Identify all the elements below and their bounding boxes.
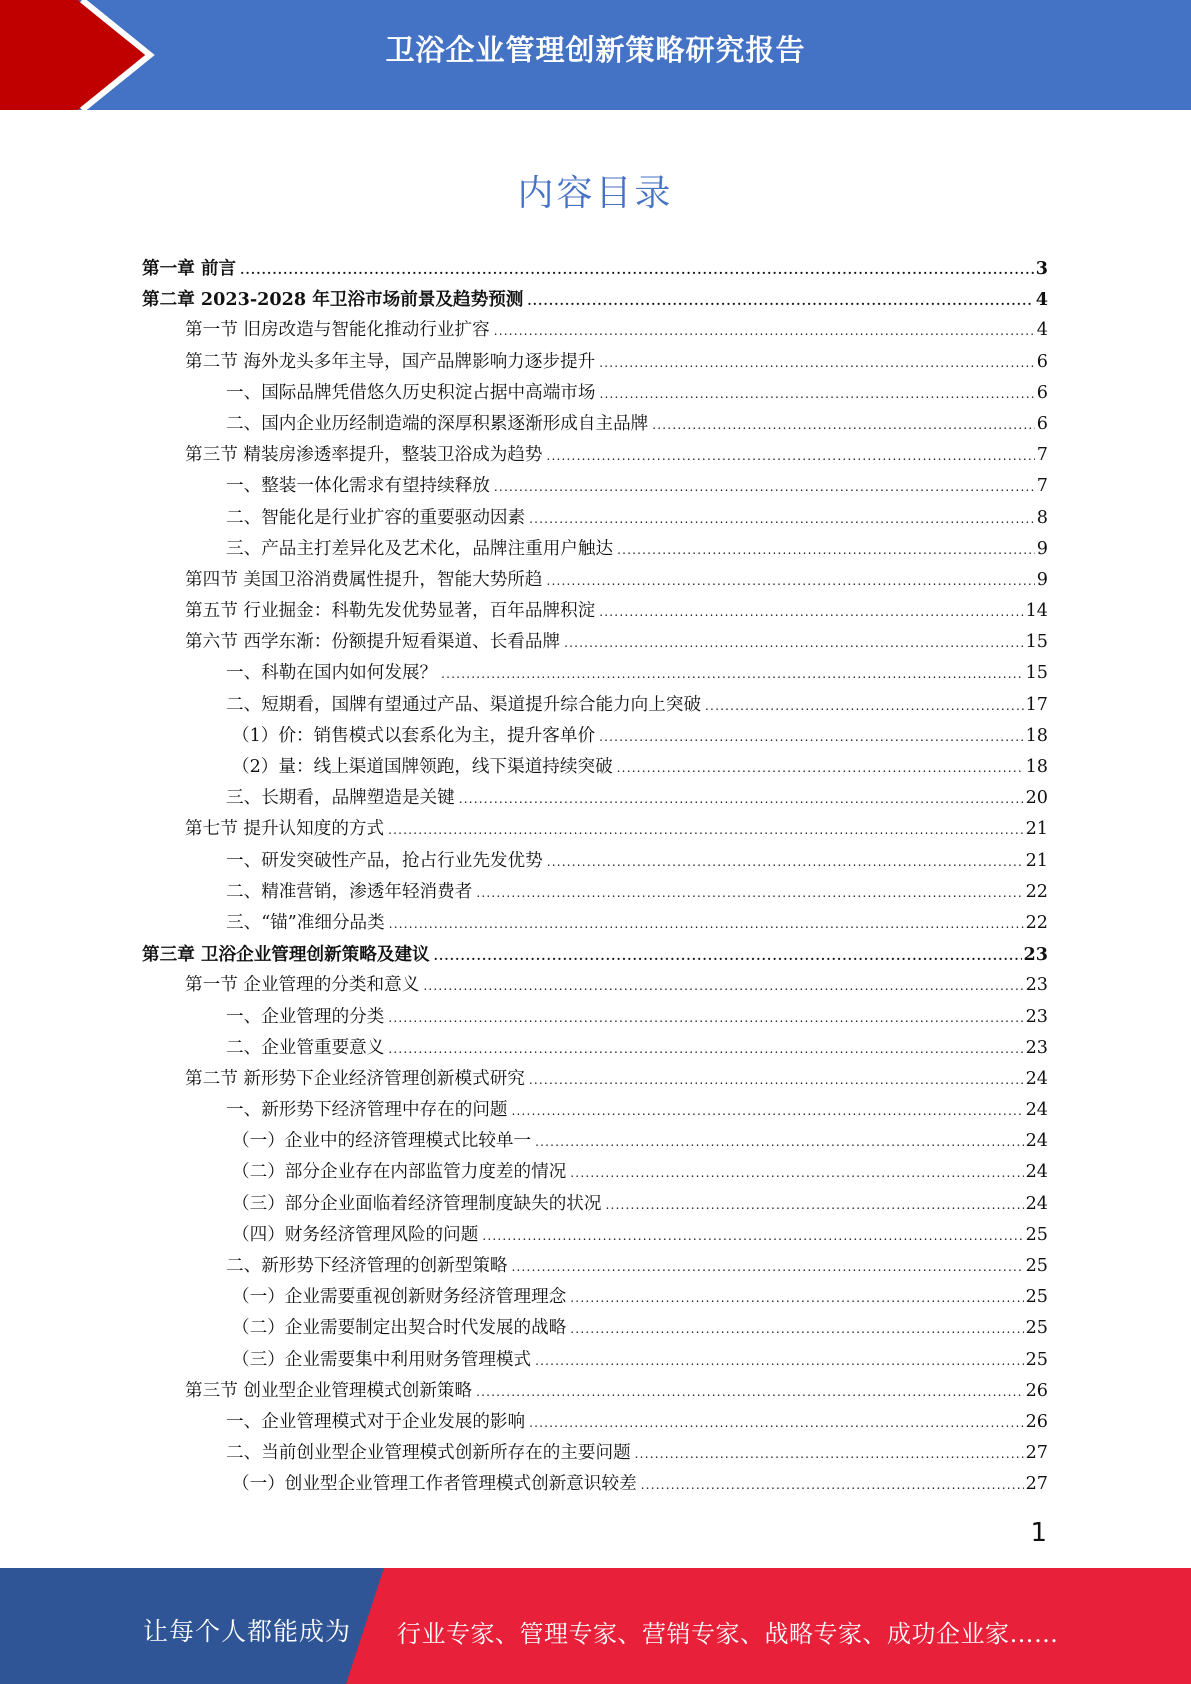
toc-entry[interactable] <box>142 1189 1048 1220</box>
toc-dot-leader <box>527 286 1033 317</box>
toc-entry-page: 26 <box>1025 1380 1048 1401</box>
toc-entry-title: 一、整装一体化需求有望持续释放 <box>226 476 490 497</box>
toc-dot-leader <box>388 1003 1023 1034</box>
toc-entry[interactable] <box>142 1157 1048 1188</box>
toc-dot-leader <box>512 1252 1024 1283</box>
toc-entry[interactable] <box>142 627 1048 658</box>
toc-entry[interactable] <box>142 814 1048 845</box>
toc-entry-title: 二、短期看，国牌有望通过产品、渠道提升综合能力向上突破 <box>226 694 702 715</box>
toc-entry[interactable] <box>142 347 1048 378</box>
toc-dot-leader <box>482 1221 1023 1252</box>
toc-entry-page: 22 <box>1025 881 1048 902</box>
toc-entry-page: 21 <box>1025 819 1048 840</box>
footer-slogan-right: 行业专家、管理专家、营销专家、战略专家、成功企业家…… <box>397 1620 1059 1648</box>
toc-entry-title: （四）财务经济管理风险的问题 <box>232 1224 479 1245</box>
toc-entry-page: 25 <box>1025 1349 1048 1370</box>
toc-entry-title: （一）企业中的经济管理模式比较单一 <box>232 1131 532 1152</box>
toc-entry[interactable] <box>142 1469 1048 1500</box>
toc-entry-page: 18 <box>1025 725 1048 746</box>
toc-dot-leader <box>494 472 1035 503</box>
toc-entry-title: 一、研发突破性产品，抢占行业先发优势 <box>226 850 543 871</box>
toc-entry[interactable] <box>142 1345 1048 1376</box>
toc-dot-leader <box>535 1127 1024 1158</box>
toc-entry-title: 三、长期看，品牌塑造是关键 <box>226 788 455 809</box>
toc-entry[interactable] <box>142 315 1048 346</box>
toc-entry-page: 24 <box>1025 1162 1048 1183</box>
toc-entry-title: （2）量：线上渠道国牌领跑，线下渠道持续突破 <box>232 757 613 777</box>
toc-entry[interactable] <box>142 596 1048 627</box>
toc-dot-leader <box>434 941 1022 972</box>
toc-entry-page: 26 <box>1025 1411 1048 1432</box>
toc-dot-leader <box>617 753 1024 784</box>
toc-entry-page: 25 <box>1025 1318 1048 1339</box>
toc-dot-leader <box>546 566 1034 597</box>
toc-entry-title: 二、企业管重要意义 <box>226 1037 385 1058</box>
toc-entry-page: 17 <box>1025 694 1048 715</box>
document-title: 卫浴企业管理创新策略研究报告 <box>385 33 806 67</box>
toc-entry[interactable] <box>142 658 1048 689</box>
toc-entry-page: 18 <box>1025 757 1048 777</box>
toc-dot-leader <box>459 784 1024 815</box>
toc-entry-title: 第三章 卫浴企业管理创新策略及建议 <box>142 944 430 966</box>
toc-dot-leader <box>494 316 1035 347</box>
toc-entry-title: 第四节 美国卫浴消费属性提升，智能大势所趋 <box>185 569 543 590</box>
toc-dot-leader <box>388 1034 1023 1065</box>
toc-entry-page: 15 <box>1025 632 1048 653</box>
toc-entry[interactable] <box>142 721 1048 752</box>
toc-entry[interactable] <box>142 1438 1048 1469</box>
toc-entry-title: 第六节 西学东渐：份额提升短看渠道、长看品牌 <box>185 632 561 653</box>
toc-entry[interactable] <box>142 690 1048 721</box>
toc-entry-title: 一、国际品牌凭借悠久历史积淀占据中高端市场 <box>226 382 596 403</box>
toc-entry[interactable] <box>142 1407 1048 1438</box>
toc-entry-title: 第七节 提升认知度的方式 <box>185 819 385 840</box>
toc-entry[interactable] <box>142 1313 1048 1344</box>
toc-entry[interactable] <box>142 1126 1048 1157</box>
toc-entry[interactable] <box>142 471 1048 502</box>
toc-dot-leader <box>652 410 1035 441</box>
toc-entry-title: 第一节 企业管理的分类和意义 <box>185 975 420 996</box>
toc-heading: 内容目录 <box>517 173 674 214</box>
table-of-contents <box>142 253 1048 1501</box>
toc-entry-page: 6 <box>1036 382 1048 403</box>
toc-entry[interactable] <box>142 503 1048 534</box>
toc-entry[interactable] <box>142 752 1048 783</box>
toc-dot-leader <box>564 628 1024 659</box>
toc-entry-page: 25 <box>1025 1256 1048 1276</box>
toc-entry-title: 三、“锚”准细分品类 <box>226 912 385 933</box>
toc-dot-leader <box>547 847 1024 878</box>
toc-entry-page: 6 <box>1036 413 1048 434</box>
toc-entry-page: 20 <box>1025 788 1048 809</box>
toc-entry-page: 23 <box>1025 975 1048 996</box>
toc-entry-page: 25 <box>1025 1287 1048 1308</box>
toc-dot-leader <box>423 971 1023 1002</box>
toc-entry-title: （二）部分企业存在内部监管力度差的情况 <box>232 1162 567 1183</box>
toc-entry-title: 第三节 创业型企业管理模式创新策略 <box>185 1380 473 1401</box>
toc-dot-leader <box>599 597 1023 628</box>
toc-entry-page: 23 <box>1025 1037 1048 1058</box>
toc-dot-leader <box>441 659 1023 690</box>
toc-entry-page: 27 <box>1025 1443 1048 1464</box>
toc-dot-leader <box>476 1377 1024 1408</box>
toc-entry[interactable] <box>142 284 1048 315</box>
toc-entry-page: 7 <box>1036 476 1048 497</box>
header-band <box>0 0 1191 110</box>
toc-dot-leader <box>635 1439 1024 1470</box>
toc-entry[interactable] <box>142 534 1048 565</box>
toc-entry-title: 第五节 行业掘金：科勒先发优势显著，百年品牌积淀 <box>185 601 596 622</box>
toc-entry-title: 三、产品主打差异化及艺术化，品牌注重用户触达 <box>226 538 614 559</box>
toc-dot-leader <box>389 909 1024 940</box>
toc-dot-leader <box>529 1065 1024 1096</box>
toc-entry[interactable] <box>142 440 1048 471</box>
page-number: 1 <box>1030 1518 1047 1548</box>
toc-entry[interactable] <box>142 846 1048 877</box>
toc-entry-page: 6 <box>1036 351 1048 372</box>
toc-dot-leader <box>705 691 1024 722</box>
toc-entry-page: 21 <box>1025 850 1048 871</box>
toc-entry-title: 二、精准营销，渗透年轻消费者 <box>226 881 473 902</box>
toc-dot-leader <box>570 1283 1023 1314</box>
toc-entry-title: 第二章 2023-2028 年卫浴市场前景及趋势预测 <box>142 289 524 311</box>
toc-entry-page: 3 <box>1035 258 1048 279</box>
toc-entry[interactable] <box>142 409 1048 440</box>
toc-entry[interactable] <box>142 565 1048 596</box>
toc-entry-title: 第三节 精装房渗透率提升，整装卫浴成为趋势 <box>185 445 543 466</box>
toc-entry-page: 22 <box>1025 912 1048 933</box>
toc-entry-page: 25 <box>1025 1224 1048 1245</box>
toc-entry[interactable] <box>142 970 1048 1001</box>
toc-entry-title: 一、科勒在国内如何发展？ <box>226 663 438 684</box>
toc-entry-page: 23 <box>1025 1006 1048 1027</box>
toc-entry-title: （二）企业需要制定出契合时代发展的战略 <box>232 1318 567 1339</box>
toc-entry[interactable] <box>142 378 1048 409</box>
toc-dot-leader <box>570 1158 1023 1189</box>
toc-entry-title: （一）企业需要重视创新财务经济管理理念 <box>232 1287 567 1308</box>
toc-entry[interactable] <box>142 1376 1048 1407</box>
toc-dot-leader <box>599 722 1024 753</box>
toc-dot-leader <box>617 535 1035 566</box>
toc-dot-leader <box>546 441 1034 472</box>
toc-entry-page: 24 <box>1025 1193 1048 1214</box>
toc-entry[interactable] <box>142 1220 1048 1251</box>
toc-entry[interactable] <box>142 908 1048 939</box>
toc-dot-leader <box>599 348 1035 379</box>
toc-entry-page: 14 <box>1025 601 1048 622</box>
toc-entry[interactable] <box>142 1033 1048 1064</box>
toc-entry-title: 第一节 旧房改造与智能化推动行业扩容 <box>185 320 490 341</box>
toc-dot-leader <box>476 878 1023 909</box>
toc-dot-leader <box>388 815 1023 846</box>
toc-entry-page: 23 <box>1023 944 1048 966</box>
toc-dot-leader <box>599 379 1034 410</box>
toc-entry[interactable] <box>142 1282 1048 1313</box>
toc-entry[interactable] <box>142 1002 1048 1033</box>
toc-entry[interactable] <box>142 1064 1048 1095</box>
toc-entry[interactable] <box>142 253 1048 284</box>
toc-entry[interactable] <box>142 783 1048 814</box>
toc-entry[interactable] <box>142 939 1048 970</box>
toc-entry-title: （1）价：销售模式以套系化为主，提升客单价 <box>232 725 596 746</box>
toc-entry-title: 第一章 前言 <box>142 258 237 279</box>
footer-band <box>0 1568 1191 1684</box>
toc-dot-leader <box>570 1314 1023 1345</box>
toc-dot-leader <box>641 1470 1024 1501</box>
toc-entry-title: （三）部分企业面临着经济管理制度缺失的状况 <box>232 1193 602 1214</box>
toc-entry-title: 一、新形势下经济管理中存在的问题 <box>226 1100 508 1121</box>
toc-entry-page: 4 <box>1035 289 1048 311</box>
toc-entry-page: 4 <box>1036 320 1048 341</box>
footer-slogan-left: 让每个人都能成为 <box>143 1617 352 1646</box>
toc-entry[interactable] <box>142 1095 1048 1126</box>
toc-entry-title: （三）企业需要集中利用财务管理模式 <box>232 1349 532 1370</box>
toc-entry-title: 第二节 海外龙头多年主导，国产品牌影响力逐步提升 <box>185 351 596 372</box>
toc-dot-leader <box>535 1346 1024 1377</box>
toc-entry-title: 二、当前创业型企业管理模式创新所存在的主要问题 <box>226 1443 631 1464</box>
toc-entry-title: 一、企业管理的分类 <box>226 1006 385 1027</box>
toc-entry-title: 一、企业管理模式对于企业发展的影响 <box>226 1411 526 1432</box>
toc-entry-page: 24 <box>1025 1100 1048 1121</box>
toc-entry-title: 二、新形势下经济管理的创新型策略 <box>226 1256 508 1276</box>
toc-dot-leader <box>605 1190 1023 1221</box>
toc-entry-page: 7 <box>1036 445 1048 466</box>
toc-entry-page: 24 <box>1025 1131 1048 1152</box>
toc-entry[interactable] <box>142 1251 1048 1282</box>
toc-dot-leader <box>512 1096 1024 1127</box>
toc-entry-page: 15 <box>1025 663 1048 684</box>
toc-entry-title: （一）创业型企业管理工作者管理模式创新意识较差 <box>232 1474 637 1495</box>
toc-entry-title: 二、国内企业历经制造端的深厚积累逐渐形成自主品牌 <box>226 413 649 434</box>
toc-dot-leader <box>529 504 1035 535</box>
toc-entry[interactable] <box>142 877 1048 908</box>
toc-entry-title: 二、智能化是行业扩容的重要驱动因素 <box>226 507 526 528</box>
toc-entry-page: 8 <box>1036 507 1048 528</box>
toc-entry-page: 24 <box>1025 1068 1048 1089</box>
toc-dot-leader <box>240 255 1034 286</box>
toc-entry-title: 第二节 新形势下企业经济管理创新模式研究 <box>185 1068 525 1089</box>
toc-dot-leader <box>529 1408 1024 1439</box>
toc-entry-page: 9 <box>1036 538 1048 559</box>
toc-entry-page: 9 <box>1036 569 1048 590</box>
toc-entry-page: 27 <box>1025 1474 1048 1495</box>
